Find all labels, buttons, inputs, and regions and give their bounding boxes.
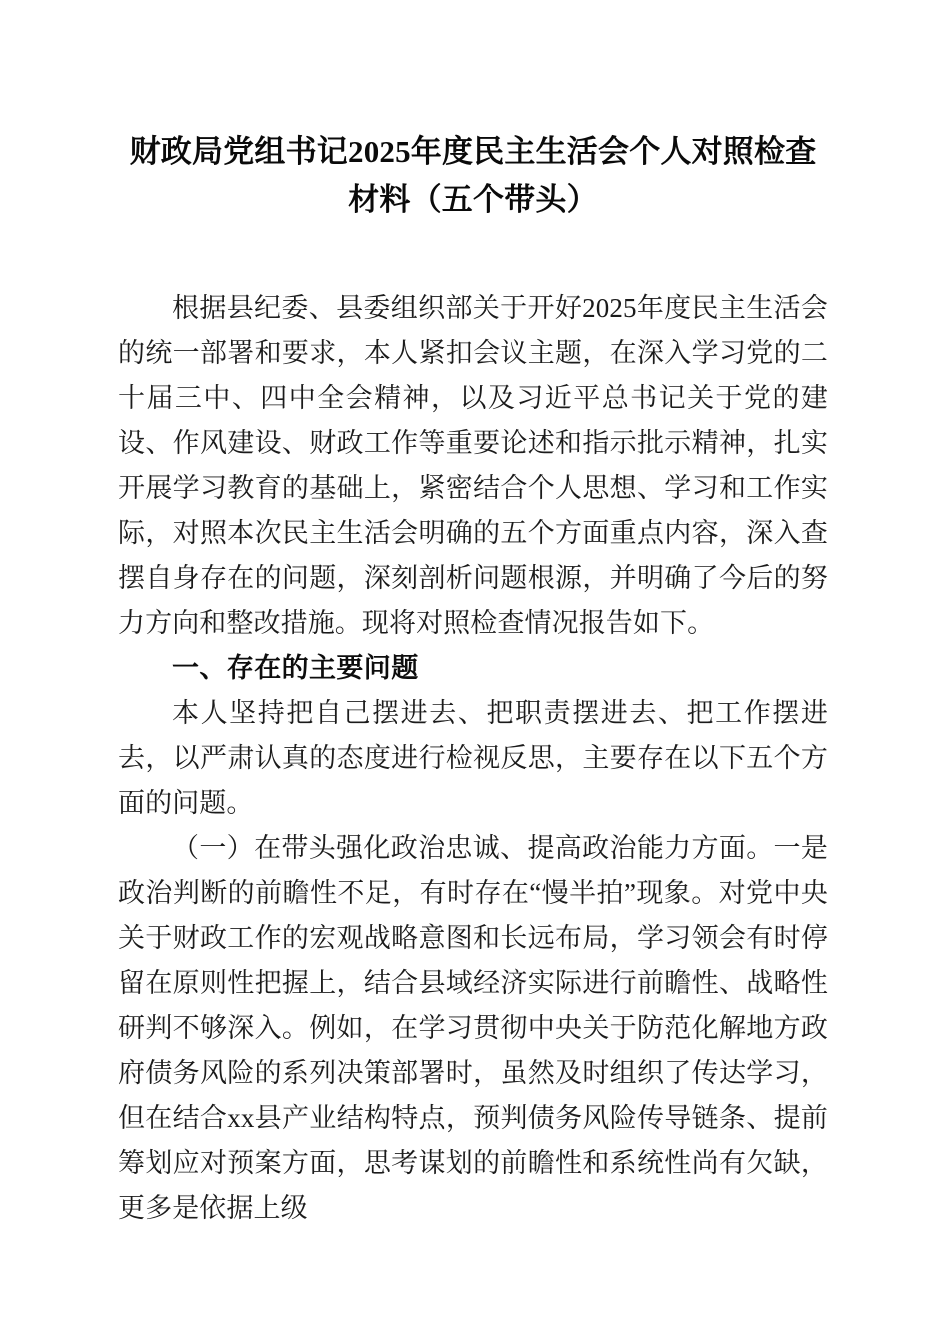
section-heading-1: 一、存在的主要问题 bbox=[172, 653, 419, 683]
subsection-1-paragraph: （一）在带头强化政治忠诚、提高政治能力方面。一是政治判断的前瞻性不足，有时存在“慢半拍”现象。对党中央关于财政工作的宏观战略意图和长远布局，学习领会有时停留在原则性把握上，结合县域经济实际进行前瞻性、战略性研判不够深入。例如，在学习贯彻中央关于防范化解地方政府债务风险的系列决策部署时，虽然及时组织了传达学习，但在结合xx县产业结构特点，预判债务风险传导链条、提前筹划应对预案方面，思考谋划的前瞻性和系统性尚有欠缺，更多是依据上级 bbox=[118, 833, 828, 1223]
opening-paragraph: 根据县纪委、县委组织部关于开好2025年度民主生活会的统一部署和要求，本人紧扣会议主题，在深入学习党的二十届三中、四中全会精神，以及习近平总书记关于党的建设、作风建设、财政工作等重要论述和指示批示精神，扎实开展学习教育的基础上，紧密结合个人思想、学习和工作实际，对照本次民主生活会明确的五个方面重点内容，深入查摆自身存在的问题，深刻剖析问题根源，并明确了今后的努力方向和整改措施。现将对照检查情况报告如下。 bbox=[118, 293, 828, 638]
page-title: 财政局党组书记2025年度民主生活会个人对照检查材料（五个带头） bbox=[129, 134, 817, 217]
section-1-intro: 本人坚持把自己摆进去、把职责摆进去、把工作摆进去，以严肃认真的态度进行检视反思，主要存在以下五个方面的问题。 bbox=[118, 698, 828, 818]
document-content bbox=[118, 0, 828, 1231]
